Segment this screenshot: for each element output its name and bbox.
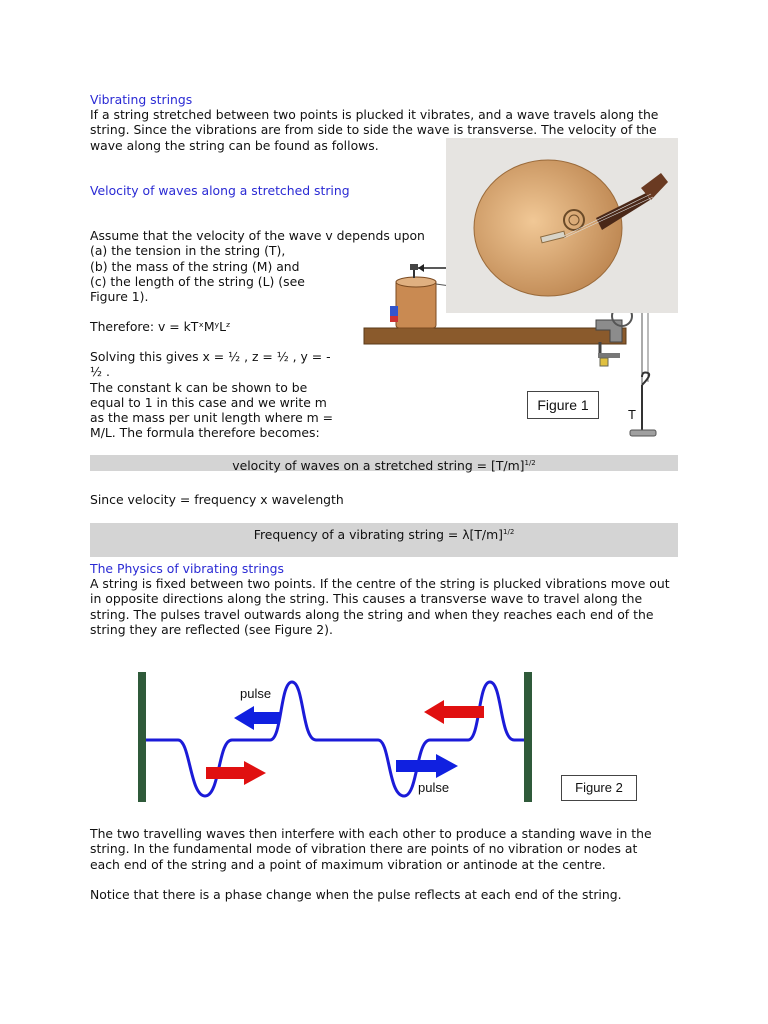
section-heading-velocity: Velocity of waves along a stretched string [90,183,350,198]
pulse-label-bottom: pulse [418,780,450,795]
intro-line: If a string stretched between two points is plucked it vibrates, and a wave travels along the [90,107,659,122]
arrow-blue-bottom [396,754,458,778]
solving-line: M/L. The formula therefore becomes: [90,425,320,441]
solving-line: ½ . [90,364,110,380]
interfere-paragraph [90,826,652,872]
interfere-line: The two travelling waves then interfere with each other to produce a standing wave in the [90,826,652,841]
notice-paragraph: Notice that there is a phase change when the pulse reflects at each end of the string. [90,887,622,902]
interfere-line: each end of the string and a point of maximum vibration or antinode at the centre. [90,856,606,872]
therefore-formula: Therefore: v = kTˣMʸLᶻ [90,319,231,334]
solving-line: equal to 1 in this case and we write m [90,394,327,410]
velocity-formula: velocity of waves on a stretched string = [T/m] [232,458,525,474]
arrow-red-top [424,700,484,724]
assume-line: (a) the tension in the string (T), [90,243,286,259]
solving-line: The constant k can be shown to be [90,379,308,395]
interfere-line: string. In the fundamental mode of vibration there are points of no vibration or nodes at [90,841,638,857]
physics-line: string they are reflected (see Figure 2). [90,621,333,637]
tension-label: T [628,407,636,422]
solving-paragraph [90,349,350,441]
figure-1-label: Figure 1 [527,391,599,419]
lute-photo [446,138,678,313]
solving-line: as the mass per unit length where m = [90,410,334,426]
assume-line: Assume that the velocity of the wave v depends upon [90,228,425,243]
intro-line: wave along the string can be found as follows. [90,137,379,153]
wave-string [146,682,524,796]
physics-line: string. The pulses travel outwards along the string and when they reaches each end of the [90,606,654,622]
arrow-blue-top [234,706,280,730]
solving-line: Solving this gives x = ½ , z = ½ , y = - [90,349,331,364]
frequency-formula-exponent: 1/2 [503,528,515,536]
figure-2 [130,668,650,808]
pulse-label-top: pulse [240,686,272,701]
left-wall [138,672,146,802]
velocity-formula-exponent: 1/2 [524,459,536,467]
formula-band-frequency [90,523,678,557]
assume-line: (b) the mass of the string (M) and [90,258,300,274]
section-heading-vibrating-strings: Vibrating strings [90,92,193,107]
physics-paragraph [90,576,670,637]
figure-2-label: Figure 2 [561,775,637,801]
lute-image [446,138,678,313]
frequency-formula: Frequency of a vibrating string = λ[T/m] [253,527,504,543]
assume-line: (c) the length of the string (L) (see [90,273,305,289]
assume-line: Figure 1). [90,289,149,305]
right-wall [524,672,532,802]
physics-line: A string is fixed between two points. If the centre of the string is plucked vibrations move out [90,576,670,591]
section-heading-physics: The Physics of vibrating strings [90,561,284,576]
physics-line: in opposite directions along the string. This causes a transverse wave to travel along the [90,591,643,607]
intro-line: string. Since the vibrations are from side to side the wave is transverse. The velocity of the [90,122,657,138]
formula-band-velocity [90,455,678,474]
since-velocity-text: Since velocity = frequency x wavelength [90,492,344,507]
